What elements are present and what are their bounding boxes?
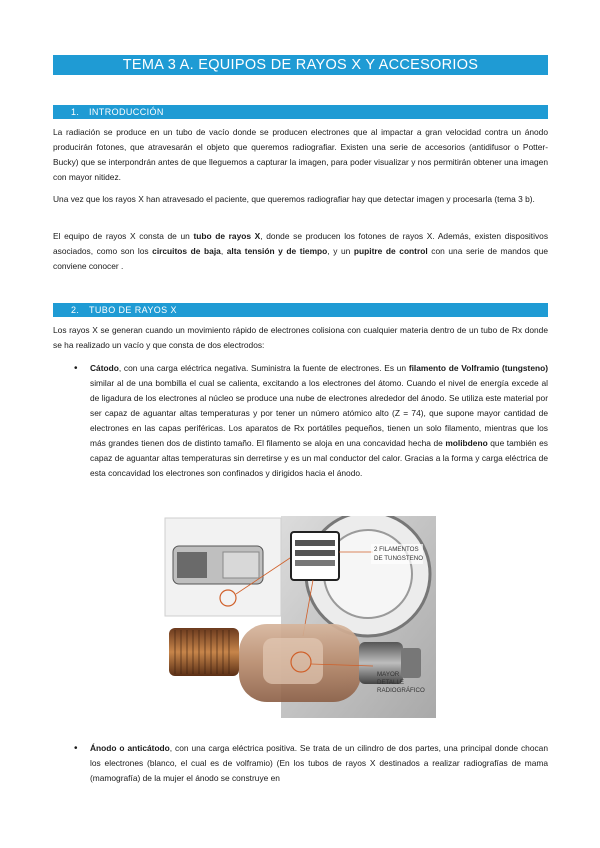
label-detail-line-1: MAYOR [377, 671, 400, 678]
bold-term: molibdeno [445, 438, 488, 448]
tubo-paragraph-1: Los rayos X se generan cuando un movimiento rápido de electrones colisiona con cualquier materia dentro de un tubo de Rx donde se ha realizado un vacío y que consta de dos electrodos: [53, 325, 548, 350]
bold-term: pupitre de control [353, 246, 428, 256]
bold-term: alta tensión y de tiempo [226, 246, 328, 256]
section-title: TUBO DE RAYOS X [89, 305, 177, 315]
label-detail-line-2: DETALLE [377, 679, 405, 686]
intro-paragraph-2: Una vez que los rayos X han atravesado el paciente, que queremos radiografiar hay que detectar imagen y procesarla (tema 3 b). [53, 194, 535, 204]
label-filaments-line-2: DE TUNGSTENO [374, 555, 424, 562]
label-detail-line-3: RADIOGRÁFICO [377, 687, 425, 694]
intro-paragraph-3: El equipo de rayos X consta de un tubo de rayos X, donde se producen los fotones de rayos X. Además, existen dispositivos asociados, como son los circuitos de baja, alta tensión y de tiempo, y un pupitre de control con una serie de mandos que conviene conocer . [53, 231, 549, 271]
bullet-catodo: Cátodo, con una carga eléctrica negativa. Suministra la fuente de electrones. Es un filamento de Volframio (tungsteno) similar al de una bombilla el cual se calienta, excitando a los electrones del átomo. Cuando el nivel de energía excede al de ligadura de los electrones al núcleo se produce una nube de electrones alrededor del ánodo. Se utiliza este material por ser capaz de aguantar altas temperaturas y por tener un número atómico alto (Z = 74), que supone mayor cantidad de electrones en las capas periféricas. Los aparatos de Rx portátiles pequeños, tienen un solo filamento, mientras que los más grandes tienen dos de distinto tamaño. El filamento se aloja en una concavidad hecha de molibdeno que también es capaz de aguantar altas temperaturas sin derretirse y es un mal conductor del calor. Gracias a la forma y carga eléctrica de esta concavidad los electrones son confinados y dirigidos hacia el ánodo. [90, 363, 549, 478]
bold-term: Cátodo [90, 363, 119, 373]
bold-term: tubo de rayos X [193, 231, 261, 241]
section-number: 1. [71, 107, 80, 117]
section-heading-introduccion [53, 105, 548, 119]
xray-tube-figure [163, 516, 436, 718]
bullet-icon: • [74, 743, 78, 754]
bold-term: circuitos de baja [152, 246, 221, 256]
section-number: 2. [71, 305, 80, 315]
section-title: INTRODUCCIÓN [89, 107, 164, 117]
label-filaments-line-1: 2 FILAMENTOS [374, 546, 419, 553]
bold-term: Ánodo o anticátodo [90, 743, 170, 753]
intro-paragraph-1: La radiación se produce en un tubo de vacío donde se producen electrones que al impactar a gran velocidad contra un ánodo producirán fotones, que atravesarán el objeto que queremos radiografiar. Existen una serie de accesorios (antidifusor o Potter-Bucky) que se interpondrán antes de que lleguemos a capturar la imagen, para poder visualizar y nos permitirán obtener una imagen con mayor nitidez. [53, 127, 548, 182]
page-title: TEMA 3 A. EQUIPOS DE RAYOS X Y ACCESORIOS [53, 55, 548, 75]
bold-term: filamento de Volframio (tungsteno) [408, 363, 549, 373]
section-heading-tubo-de-rayos-x [53, 303, 548, 317]
bullet-anodo: Ánodo o anticátodo, con una carga eléctrica positiva. Se trata de un cilindro de dos partes, una principal donde chocan los electrones (blanco, el cual es de volframio) (En los tubos de rayos X destinados a realizar radiografías de mama (mamografía) de la mujer el ánodo se construye en [90, 743, 548, 783]
xray-tube-photo [163, 516, 436, 718]
bullet-icon: • [74, 363, 78, 374]
